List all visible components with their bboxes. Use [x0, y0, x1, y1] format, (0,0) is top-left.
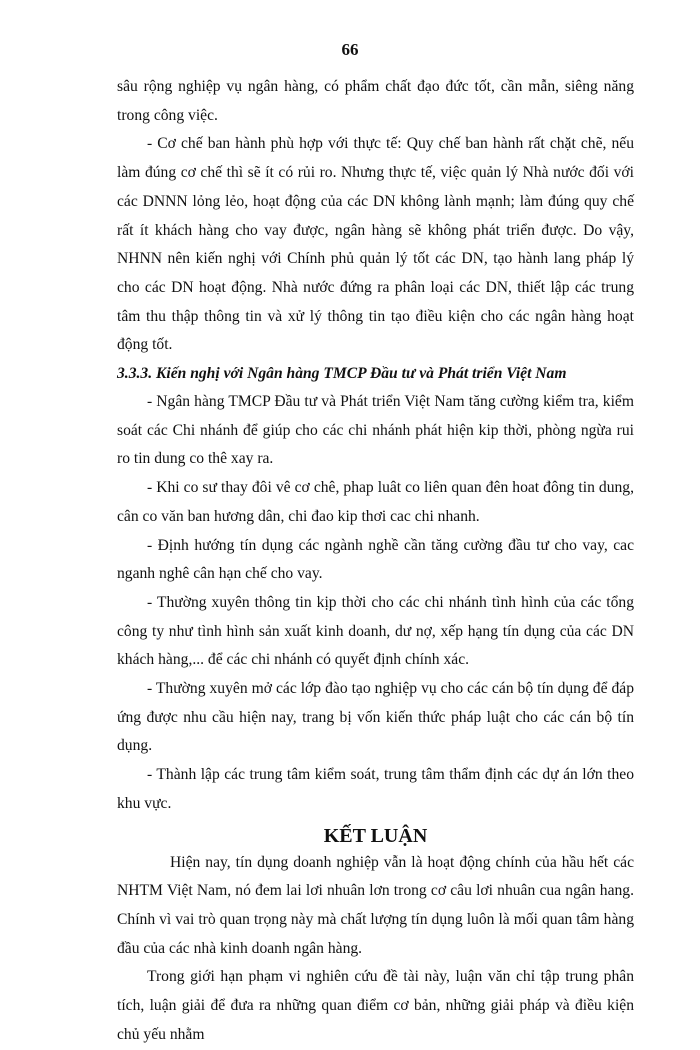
section-heading: 3.3.3. Kiến nghị với Ngân hàng TMCP Đầu tư và Phát triển Việt Nam — [117, 365, 567, 383]
paragraph: - Thành lập các trung tâm kiểm soát, trung tâm thẩm định các dự án lớn theo khu vực. — [117, 766, 634, 812]
paragraph: - Ngân hàng TMCP Đầu tư và Phát triển Việt Nam tăng cường kiểm tra, kiểm soát các Chi nhánh để giúp cho các chi nhánh phát hiện kip thời, phòng ngừa rui ro tin dung co thê xay ra. — [117, 393, 634, 468]
paragraph: sâu rộng nghiệp vụ ngân hàng, có phẩm chất đạo đức tốt, cần mẫn, siêng năng trong công việc. — [117, 78, 634, 124]
paragraph: - Định hướng tín dụng các ngành nghề cần tăng cường đầu tư cho vay, cac nganh nghê cân hạn chế cho vay. — [117, 536, 634, 583]
paragraph: - Khi co sư thay đôi vê cơ chê, phap luât co liên quan đên hoat đông tin dung, cân co văn ban hương dân, chi đao kip thơi cac chi nhanh. — [117, 479, 634, 525]
paragraph: - Cơ chế ban hành phù hợp với thực tế: Quy chế ban hành rất chặt chẽ, nếu làm đúng cơ chế thì sẽ ít có rủi ro. Nhưng thực tế, việc quản lý Nhà nước đối với các DNNN lỏng lẻo, hoạt động của các DN không lành mạnh; làm đúng quy chế rất ít khách hàng cho vay được, ngân hàng sẽ không phát triển được. Do vậy, NHNN nên kiến nghị với Chính phủ quản lý tốt các DN, tạo hành lang pháp lý cho các DN hoạt động. Nhà nước đứng ra phân loại các DN, thiết lập các trung tâm thu thập thông tin và xử lý thông tin tạo điều kiện cho các ngân hàng hoạt động tốt. — [117, 135, 634, 354]
paragraph: Trong giới hạn phạm vi nghiên cứu đề tài này, luận văn chỉ tập trung phân tích, luận giải để đưa ra những quan điểm cơ bản, những giải pháp và điều kiện chủ yếu nhằm — [117, 968, 634, 1043]
paragraph: - Thường xuyên mở các lớp đào tạo nghiệp vụ cho các cán bộ tín dụng để đáp ứng được nhu cầu hiện nay, trang bị vốn kiến thức pháp luật cho các cán bộ tín dụng. — [117, 680, 634, 755]
page-number: 66 — [341, 40, 359, 59]
conclusion-title: KẾT LUẬN — [323, 824, 428, 847]
document-body — [117, 73, 634, 1050]
paragraph: Hiện nay, tín dụng doanh nghiệp vẫn là hoạt động chính của hầu hết các NHTM Việt Nam, nó đem lai lơi nhuân lơn trong cơ câu lơi nhuân cua ngân hang. Chính vì vai trò quan trọng này mà chất lượng tín dụng luôn là mối quan tâm hàng đầu của các nhà kinh doanh ngân hàng. — [117, 853, 634, 957]
paragraph: - Thường xuyên thông tin kịp thời cho các chi nhánh tình hình của các tổng công ty như tình hình sản xuất kinh doanh, dư nợ, xếp hạng tín dụng của các DN khách hàng,... để các chi nhánh có quyết định chính xác. — [117, 593, 634, 669]
